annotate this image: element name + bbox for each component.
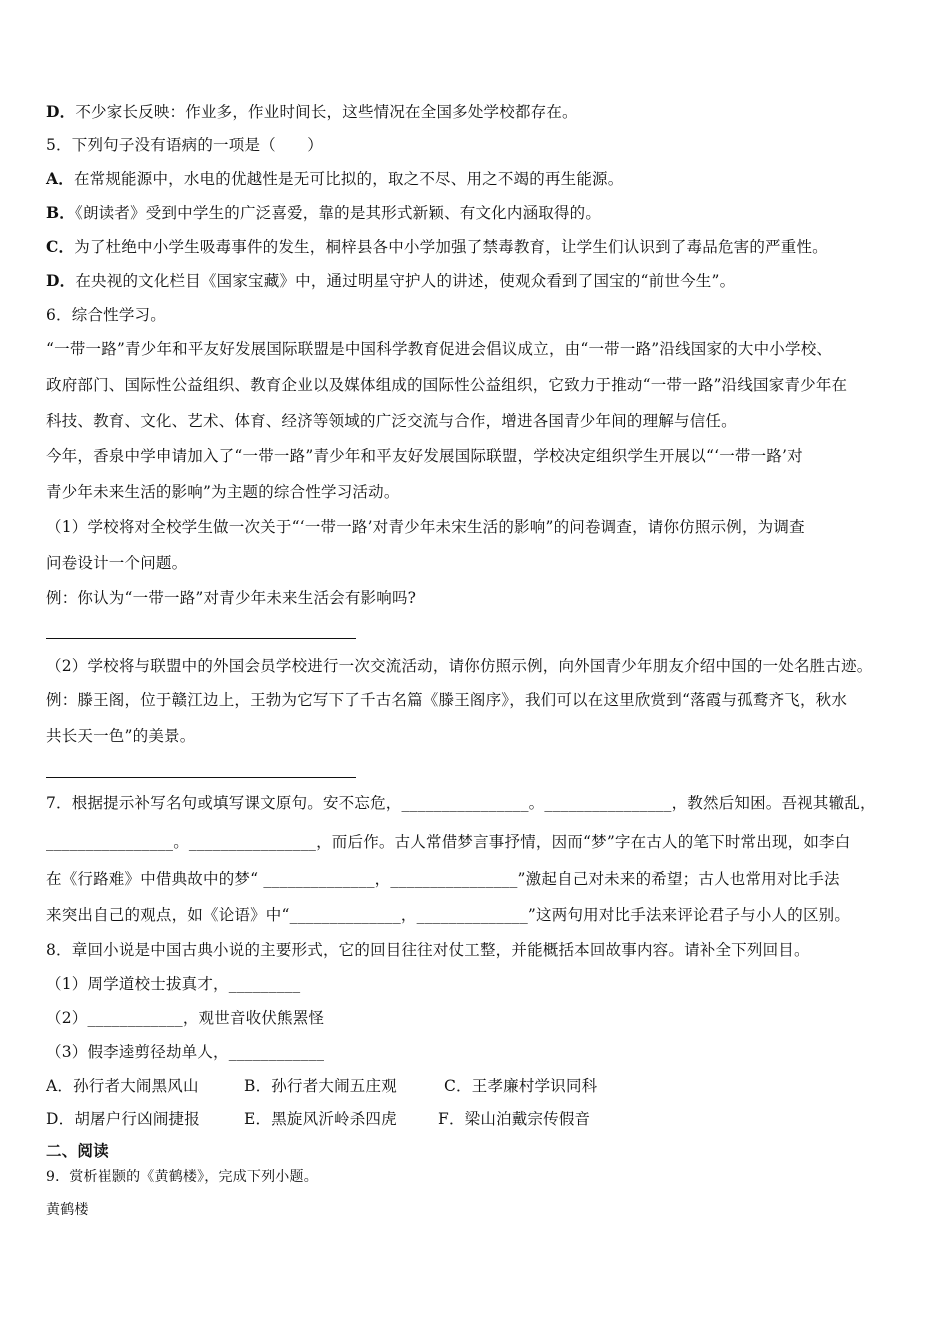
q5-option-c-letter: C．: [46, 237, 75, 256]
q8-item: （1）周学道校士拔真才，_________: [46, 975, 301, 993]
q6-paragraph-line: “一带一路”青少年和平友好发展国际联盟是中国科学教育促进会倡议成立，由“一带一路”沿线国家的大中小学校、: [46, 340, 833, 358]
q7-line: 7．根据提示补写名句或填写课文原句。安不忘危，________________。________________，教然后知困。吾视其辙乱，: [46, 794, 876, 812]
q8-choice-c: C．王孝廉村学识同科: [444, 1077, 598, 1095]
q6-paragraph-line: 政府部门、国际性公益组织、教育企业以及媒体组成的国际性公益组织，它致力于推动“一带一路”沿线国家青少年在: [46, 376, 848, 394]
q7-line: 在《行路难》中借典故中的梦“ ______________，________________”激起自己对未来的希望；古人也常用对比手法: [46, 870, 840, 888]
q6-sub2-line: （2）学校将与联盟中的外国会员学校进行一次交流活动，请你仿照示例，向外国青少年朋友介绍中国的一处名胜古迹。: [46, 657, 873, 675]
q8-choice-b: B．孙行者大闹五庄观: [244, 1077, 397, 1095]
q5-option-d: [46, 270, 735, 292]
q5-option-d-letter: D．: [46, 271, 76, 290]
q5-option-b: [46, 202, 601, 224]
q6-sub2-line: 共长天一色”的美景。: [46, 727, 196, 745]
q6-sub1-line: 问卷设计一个问题。: [46, 554, 188, 572]
q6-sub2-answer-line[interactable]: [46, 777, 356, 778]
q5-option-d-text: 在央视的文化栏目《国家宝藏》中，通过明星守护人的讲述，使观众看到了国宝的“前世今生”。: [75, 272, 736, 290]
q8-choice-d: D．胡屠户行凶闹捷报: [46, 1110, 200, 1128]
q8-item: （2）____________，观世音收伏熊罴怪: [46, 1009, 325, 1027]
q5-option-a-text: 在常规能源中，水电的优越性是无可比拟的，取之不尽、用之不竭的再生能源。: [73, 170, 624, 188]
q9-stem: 9．赏析崔颢的《黄鹤楼》，完成下列小题。: [46, 1169, 318, 1185]
section-reading-title: 二、阅读: [46, 1141, 109, 1160]
q8-stem: 8．章回小说是中国古典小说的主要形式，它的回目往往对仗工整，并能概括本回故事内容。请补全下列回目。: [46, 941, 810, 959]
q5-stem: 5．下列句子没有语病的一项是（ ）: [46, 136, 323, 154]
q6-sub2-line: 例：滕王阁，位于赣江边上，王勃为它写下了千古名篇《滕王阁序》，我们可以在这里欣赏到“落霞与孤鹜齐飞，秋水: [46, 691, 848, 709]
q4-option-d: [46, 101, 578, 123]
q6-sub1-example: 例：你认为“一带一路”对青少年未来生活会有影响吗?: [46, 589, 417, 607]
q6-paragraph-line: 科技、教育、文化、艺术、体育、经济等领域的广泛交流与合作，增进各国青少年间的理解与信任。: [46, 412, 737, 430]
q5-option-c-text: 为了杜绝中小学生吸毒事件的发生，桐梓县各中小学加强了禁毒教育，让学生们认识到了毒品危害的严重性。: [74, 238, 828, 256]
q4-option-d-text: 不少家长反映：作业多，作业时间长，这些情况在全国多处学校都存在。: [75, 103, 578, 121]
q5-option-c: [46, 236, 828, 258]
q7-line: ________________。________________，而后作。古人常借梦言事抒情，因而“梦”字在古人的笔下时常出现，如李白: [46, 833, 851, 851]
q5-option-a: [46, 168, 623, 190]
q8-choice-a: A．孙行者大闹黑风山: [46, 1077, 199, 1095]
q6-stem: 6．综合性学习。: [46, 306, 166, 324]
q6-sub1-answer-line[interactable]: [46, 638, 356, 639]
q5-option-a-letter: A．: [46, 169, 74, 188]
q4-option-d-letter: D．: [46, 102, 76, 121]
q5-option-b-letter: B．: [46, 203, 76, 222]
q6-sub1-line: （1）学校将对全校学生做一次关于“‘一带一路’对青少年未宋生活的影响”的问卷调查，请你仿照示例，为调查: [46, 518, 805, 536]
q7-line: 来突出自己的观点，如《论语》中“______________，______________”这两句用对比手法来评论君子与小人的区别。: [46, 906, 851, 924]
q6-paragraph-line: 今年，香泉中学申请加入了“一带一路”青少年和平友好发展国际联盟，学校决定组织学生开展以“‘一带一路’对: [46, 447, 803, 465]
q5-option-b-text: 《朗读者》受到中学生的广泛喜爱，靠的是其形式新颖、有文化内涵取得的。: [75, 204, 602, 222]
q8-choice-f: F．梁山泊戴宗传假音: [438, 1110, 591, 1128]
q8-choice-e: E．黑旋风沂岭杀四虎: [244, 1110, 397, 1128]
q9-poem-title: 黄鹤楼: [46, 1202, 89, 1218]
q6-paragraph-line: 青少年未来生活的影响”为主题的综合性学习活动。: [46, 483, 400, 501]
q8-item: （3）假李逵剪径劫单人，____________: [46, 1043, 325, 1061]
